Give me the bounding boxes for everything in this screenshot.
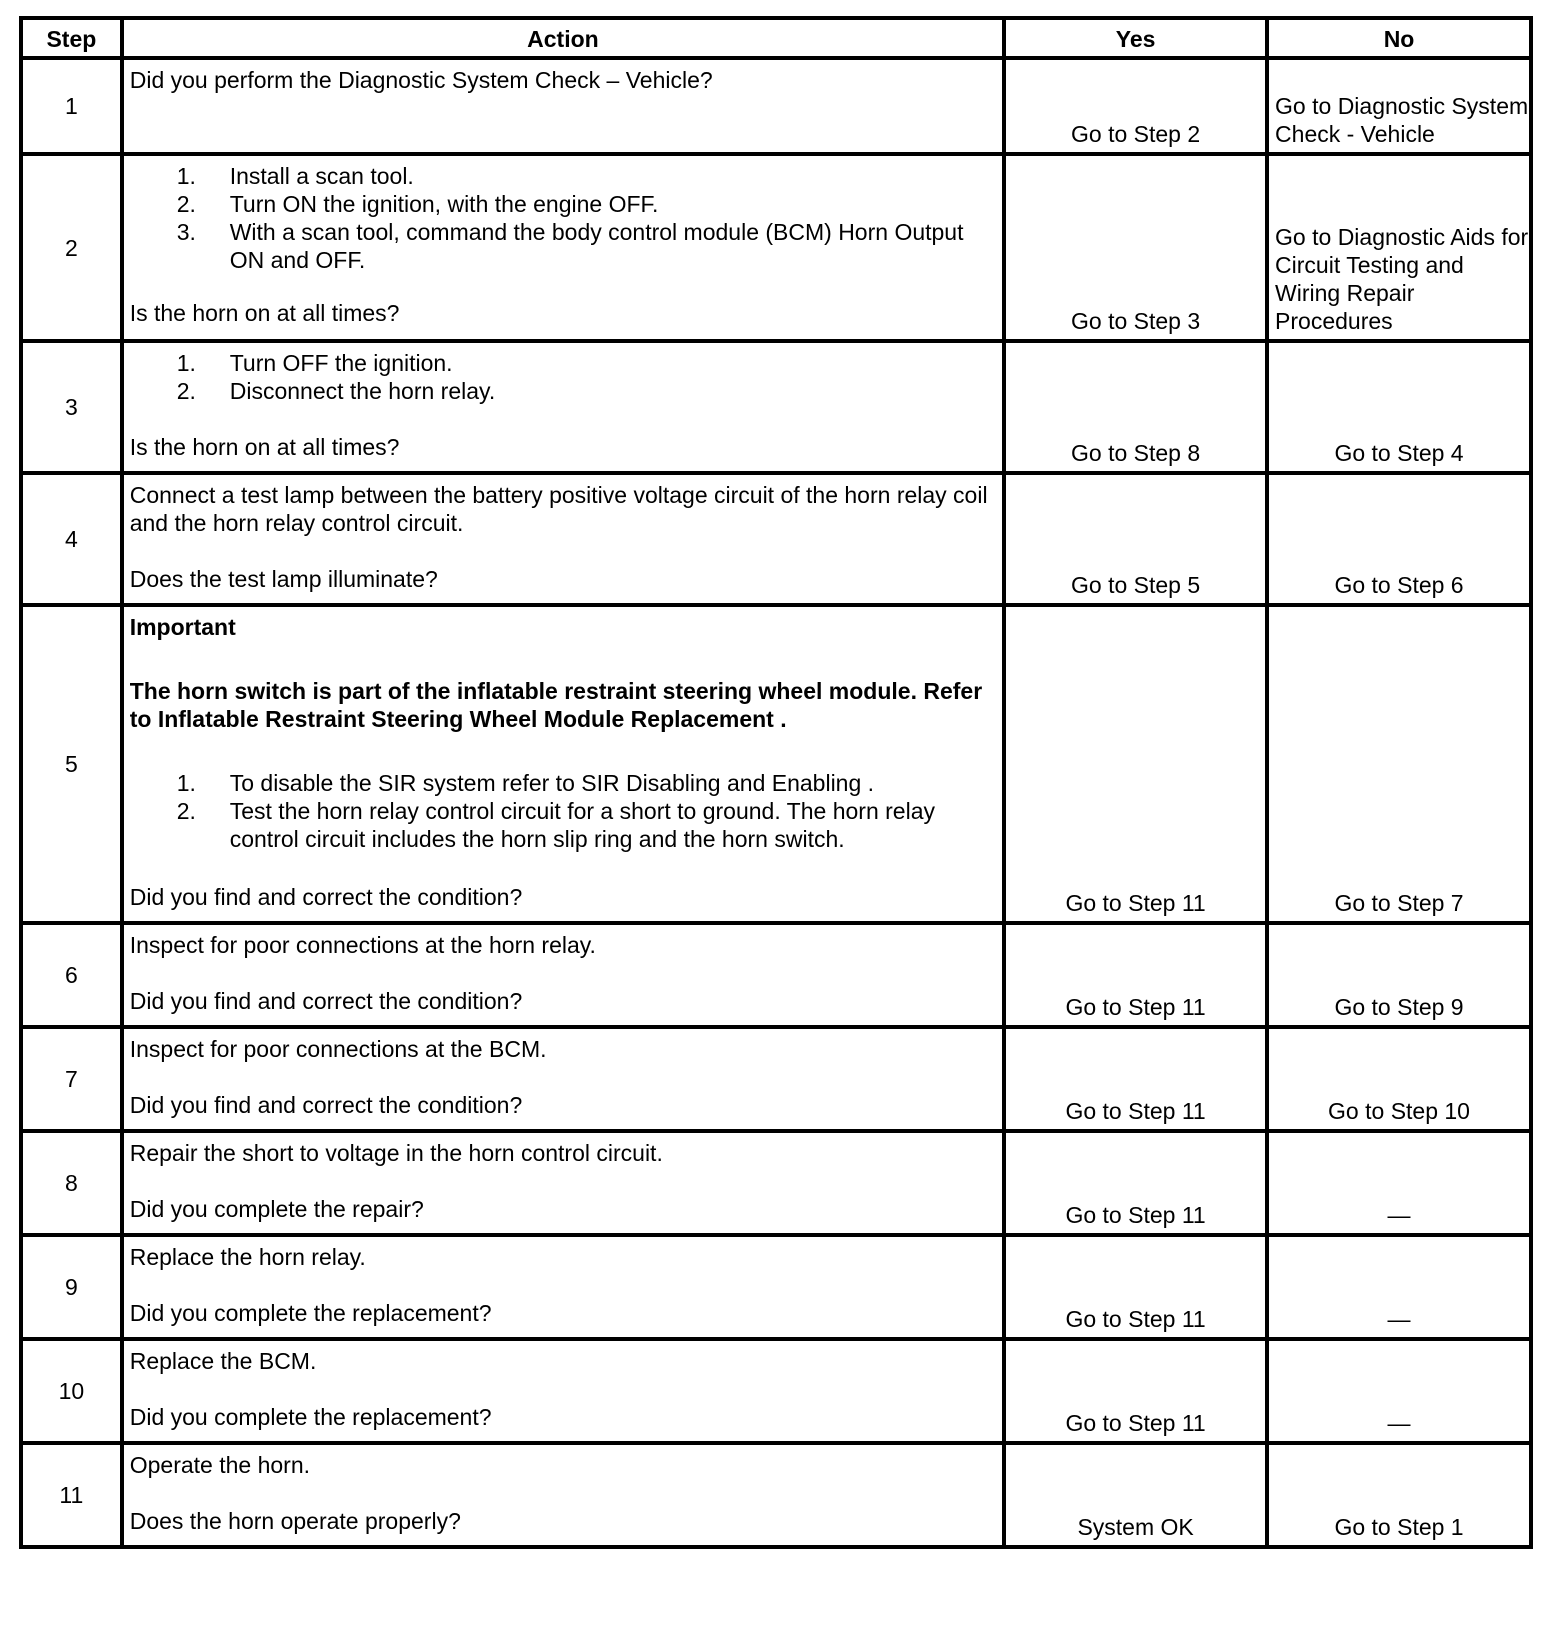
diagnostic-table <box>19 16 1533 1549</box>
step-number: 8 <box>21 1131 122 1235</box>
table-row <box>21 473 1531 605</box>
action-text: Operate the horn. <box>129 1452 311 1478</box>
no-result: — <box>1267 1339 1531 1443</box>
no-result: — <box>1267 1235 1531 1339</box>
action-text: Inspect for poor connections at the horn relay. <box>129 932 596 958</box>
table-row <box>21 1131 1531 1235</box>
yes-result: Go to Step 11 <box>1004 605 1267 923</box>
table-row <box>21 154 1531 341</box>
action-question: Is the horn on at all times? <box>129 434 400 460</box>
step-number: 3 <box>21 341 122 473</box>
step-number: 11 <box>21 1443 122 1547</box>
no-result: — <box>1267 1131 1531 1235</box>
action-text: Connect a test lamp between the battery positive voltage circuit of the horn relay coil and the horn relay control circuit. <box>129 482 988 536</box>
step-number: 4 <box>21 473 122 605</box>
list-item: 2. Turn ON the ignition, with the engine OFF. <box>176 191 659 217</box>
action-steps <box>130 162 994 274</box>
step-number: 5 <box>21 605 122 923</box>
step-number: 7 <box>21 1027 122 1131</box>
action-question: Did you complete the repair? <box>129 1196 424 1222</box>
step-number: 9 <box>21 1235 122 1339</box>
yes-result: Go to Step 11 <box>1004 923 1267 1027</box>
action-cell <box>122 1339 1004 1443</box>
action-cell <box>122 1443 1004 1547</box>
header-yes: Yes <box>1004 18 1267 58</box>
yes-result: System OK <box>1004 1443 1267 1547</box>
list-item: 1. To disable the SIR system refer to SIR Disabling and Enabling . <box>176 770 875 796</box>
no-result: Go to Step 9 <box>1267 923 1531 1027</box>
action-steps <box>130 769 994 853</box>
list-item: 1. Turn OFF the ignition. <box>176 350 453 376</box>
table-row <box>21 341 1531 473</box>
step-number: 6 <box>21 923 122 1027</box>
action-cell <box>122 1131 1004 1235</box>
action-cell <box>122 1027 1004 1131</box>
no-result: Go to Diagnostic System Check - Vehicle <box>1267 58 1531 154</box>
table-row <box>21 923 1531 1027</box>
action-question: Is the horn on at all times? <box>129 300 400 326</box>
list-item: 2. Test the horn relay control circuit for a short to ground. The horn relay control circuit includes the horn slip ring and the horn switch. <box>176 798 935 852</box>
action-cell <box>122 341 1004 473</box>
list-item: 3. With a scan tool, command the body control module (BCM) Horn Output ON and OFF. <box>176 219 964 273</box>
yes-result: Go to Step 11 <box>1004 1131 1267 1235</box>
list-item: 2. Disconnect the horn relay. <box>176 378 496 404</box>
no-result: Go to Diagnostic Aids for Circuit Testing and Wiring Repair Procedures <box>1267 154 1531 341</box>
no-result: Go to Step 6 <box>1267 473 1531 605</box>
step-number: 1 <box>21 58 122 154</box>
step-number: 2 <box>21 154 122 341</box>
table-row <box>21 1339 1531 1443</box>
no-result: Go to Step 7 <box>1267 605 1531 923</box>
important-note: The horn switch is part of the inflatable restraint steering wheel module. Refer to Inflatable Restraint Steering Wheel Module Replacement . <box>129 678 983 732</box>
table-row <box>21 1235 1531 1339</box>
table-row <box>21 605 1531 923</box>
action-steps <box>130 349 994 405</box>
no-result: Go to Step 10 <box>1267 1027 1531 1131</box>
table-row <box>21 1027 1531 1131</box>
action-cell <box>122 58 1004 154</box>
no-result: Go to Step 4 <box>1267 341 1531 473</box>
yes-result: Go to Step 11 <box>1004 1339 1267 1443</box>
action-text: Replace the BCM. <box>129 1348 317 1374</box>
action-text: Did you perform the Diagnostic System Check – Vehicle? <box>129 67 713 93</box>
list-item: 1. Install a scan tool. <box>176 163 414 189</box>
action-text: Replace the horn relay. <box>129 1244 366 1270</box>
action-text: Inspect for poor connections at the BCM. <box>129 1036 547 1062</box>
action-question: Does the test lamp illuminate? <box>129 566 438 592</box>
yes-result: Go to Step 5 <box>1004 473 1267 605</box>
action-question: Did you find and correct the condition? <box>129 988 523 1014</box>
action-text: Repair the short to voltage in the horn control circuit. <box>129 1140 663 1166</box>
step-number: 10 <box>21 1339 122 1443</box>
action-question: Did you complete the replacement? <box>129 1300 492 1326</box>
yes-result: Go to Step 8 <box>1004 341 1267 473</box>
header-step: Step <box>21 18 122 58</box>
no-result: Go to Step 1 <box>1267 1443 1531 1547</box>
yes-result: Go to Step 2 <box>1004 58 1267 154</box>
yes-result: Go to Step 11 <box>1004 1235 1267 1339</box>
header-no: No <box>1267 18 1531 58</box>
important-label: Important <box>129 614 236 640</box>
table-row <box>21 58 1531 154</box>
action-question: Does the horn operate properly? <box>129 1508 461 1534</box>
action-question: Did you complete the replacement? <box>129 1404 492 1430</box>
header-row <box>21 18 1531 58</box>
table-row <box>21 1443 1531 1547</box>
yes-result: Go to Step 3 <box>1004 154 1267 341</box>
action-cell <box>122 1235 1004 1339</box>
action-cell <box>122 473 1004 605</box>
action-cell <box>122 154 1004 341</box>
header-action: Action <box>122 18 1004 58</box>
action-cell <box>122 605 1004 923</box>
action-cell <box>122 923 1004 1027</box>
yes-result: Go to Step 11 <box>1004 1027 1267 1131</box>
action-question: Did you find and correct the condition? <box>129 884 523 910</box>
action-question: Did you find and correct the condition? <box>129 1092 523 1118</box>
